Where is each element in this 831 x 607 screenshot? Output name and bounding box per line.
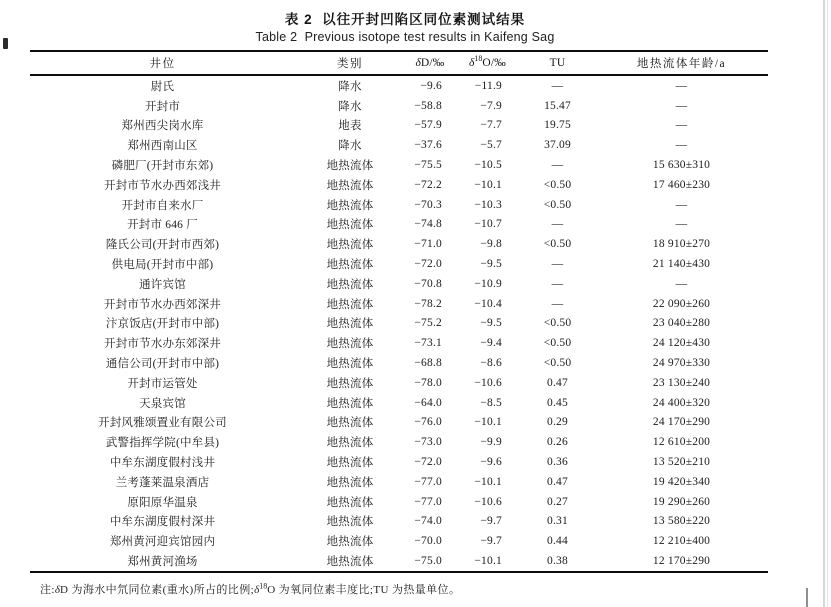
table-note — [40, 581, 460, 597]
delta-symbol: δ — [254, 584, 260, 596]
cell-delta-o18: −9.7 — [480, 515, 502, 528]
cell-category: 地热流体 — [326, 516, 374, 529]
table-row — [30, 215, 768, 235]
table-header-row — [30, 51, 768, 75]
cell-age: — — [675, 277, 688, 290]
cell-tu: — — [551, 277, 564, 290]
cell-tu: 15.47 — [544, 99, 571, 112]
isotope-results-table — [30, 50, 768, 573]
cell-well: 通许宾馆 — [139, 278, 186, 291]
cell-delta-o18: −10.6 — [474, 376, 502, 389]
cell-well: 开封市自来水厂 — [121, 199, 204, 212]
superscript-18: 18 — [474, 54, 483, 64]
table-row — [30, 254, 768, 274]
cell-tu: 0.27 — [547, 495, 568, 508]
cell-well: 兰考蓬莱温泉酒店 — [115, 476, 210, 489]
cell-category: 地热流体 — [326, 239, 374, 252]
cell-delta-d: −72.0 — [414, 456, 442, 469]
table-row — [30, 413, 768, 433]
cell-tu: 19.75 — [544, 119, 571, 132]
table-row — [30, 135, 768, 155]
cell-category: 地热流体 — [326, 179, 374, 192]
cell-delta-o18: −7.7 — [480, 119, 502, 132]
header-cell-delta-d — [405, 51, 455, 75]
scan-corner-line-artifact — [806, 588, 808, 607]
cell-delta-o18: −10.9 — [474, 277, 502, 290]
table-row — [30, 551, 768, 572]
cell-delta-d: −75.5 — [414, 159, 442, 172]
cell-tu: 0.36 — [547, 456, 568, 469]
cell-category: 地热流体 — [326, 160, 374, 173]
cell-age: 18 910±270 — [652, 238, 711, 251]
cell-delta-d: −71.0 — [414, 238, 442, 251]
cell-tu: 0.44 — [547, 535, 568, 548]
cell-delta-d: −70.0 — [414, 535, 442, 548]
cell-category: 地热流体 — [326, 377, 374, 390]
cell-category: 地表 — [338, 120, 362, 133]
cell-age: 24 170±290 — [652, 416, 711, 429]
table-row — [30, 155, 768, 175]
cell-category: 地热流体 — [326, 417, 374, 430]
cell-category: 地热流体 — [326, 318, 374, 331]
cell-well: 隆氏公司(开封市西郊) — [105, 239, 220, 252]
cell-well: 通信公司(开封市中部) — [105, 358, 220, 371]
cell-age: 12 210±400 — [652, 535, 711, 548]
table-row — [30, 75, 768, 96]
cell-delta-d: −78.2 — [414, 297, 442, 310]
scan-edge-line-artifact — [823, 0, 825, 607]
cell-tu: — — [551, 258, 564, 271]
cell-age: 19 290±260 — [652, 495, 711, 508]
cell-well: 磷肥厂(开封市东郊) — [111, 160, 214, 173]
table-row — [30, 116, 768, 136]
cell-tu: 0.47 — [547, 475, 568, 488]
cell-tu: — — [551, 79, 564, 92]
delta-symbol: δ — [469, 57, 475, 69]
cell-tu: <0.50 — [543, 238, 572, 251]
cell-delta-o18: −11.9 — [474, 79, 502, 92]
cell-tu: <0.50 — [543, 337, 572, 350]
cell-age: 12 610±200 — [652, 436, 711, 449]
cell-delta-d: −9.6 — [420, 79, 442, 92]
cell-category: 地热流体 — [326, 457, 374, 470]
note-text-2: O 为氧同位素丰度比;TU 为热量单位。 — [267, 584, 461, 596]
cell-age: — — [675, 119, 688, 132]
cell-age: — — [675, 139, 688, 152]
scan-speck-artifact — [3, 38, 8, 49]
cell-tu: — — [551, 159, 564, 172]
cell-category: 降水 — [338, 100, 362, 113]
cell-delta-o18: −10.4 — [474, 297, 502, 310]
cell-well: 开封风雅颂置业有限公司 — [98, 417, 227, 430]
cell-delta-o18: −10.1 — [474, 475, 502, 488]
cell-delta-o18: −9.9 — [480, 436, 502, 449]
cell-well: 开封市节水办西郊浅井 — [104, 179, 221, 192]
cell-delta-d: −78.0 — [414, 376, 442, 389]
cell-delta-d: −57.9 — [414, 119, 442, 132]
cell-delta-d: −73.1 — [414, 337, 442, 350]
table-row — [30, 353, 768, 373]
cell-well: 郑州黄河迎宾馆园内 — [109, 536, 216, 549]
header-cell-delta-o18 — [455, 51, 520, 75]
cell-well: 郑州西南山区 — [127, 140, 198, 153]
cell-delta-o18: −10.1 — [474, 416, 502, 429]
cell-category: 地热流体 — [326, 298, 374, 311]
cell-age: 19 420±340 — [652, 475, 711, 488]
cell-delta-o18: −9.8 — [480, 238, 502, 251]
cell-delta-o18: −9.7 — [480, 535, 502, 548]
cell-delta-o18: −10.1 — [474, 555, 502, 568]
cell-age: 22 090±260 — [652, 297, 711, 310]
cell-age: 13 520±210 — [652, 456, 711, 469]
cell-tu: <0.50 — [543, 178, 572, 191]
cell-delta-o18: −8.5 — [480, 396, 502, 409]
cell-category: 地热流体 — [326, 338, 374, 351]
table-row — [30, 512, 768, 532]
cell-delta-d: −72.0 — [414, 258, 442, 271]
cell-age: 23 130±240 — [652, 376, 711, 389]
cell-well: 中牟东湖度假村浅井 — [109, 457, 216, 470]
header-cell-well: 井位 — [30, 51, 295, 75]
cell-category: 降水 — [338, 80, 362, 93]
cell-tu: <0.50 — [543, 357, 572, 370]
table-title-en: Table 2 Previous isotope test results in Kaifeng Sag — [255, 30, 555, 44]
cell-delta-d: −37.6 — [414, 139, 442, 152]
cell-well: 供电局(开封市中部) — [111, 259, 214, 272]
cell-well: 汴京饭店(开封市中部) — [105, 318, 220, 331]
scan-edge-line-artifact-2 — [827, 0, 828, 607]
header-cell-age: 地热流体年龄/a — [595, 51, 768, 75]
cell-delta-d: −70.8 — [414, 277, 442, 290]
cell-delta-o18: −9.4 — [480, 337, 502, 350]
table-row — [30, 195, 768, 215]
cell-tu: 0.38 — [547, 555, 568, 568]
cell-category: 地热流体 — [326, 536, 374, 549]
cell-age: — — [675, 99, 688, 112]
header-cell-category: 类别 — [295, 51, 405, 75]
cell-delta-o18: −10.7 — [474, 218, 502, 231]
cell-delta-d: −77.0 — [414, 475, 442, 488]
cell-delta-o18: −10.5 — [474, 159, 502, 172]
cell-well: 开封市 — [144, 100, 181, 113]
table-row — [30, 492, 768, 512]
cell-well: 中牟东湖度假村深井 — [109, 516, 216, 529]
cell-delta-o18: −7.9 — [480, 99, 502, 112]
cell-tu: 0.29 — [547, 416, 568, 429]
table-row — [30, 452, 768, 472]
cell-category: 地热流体 — [326, 199, 374, 212]
table-row — [30, 294, 768, 314]
cell-delta-d: −76.0 — [414, 416, 442, 429]
cell-delta-d: −77.0 — [414, 495, 442, 508]
cell-age: 24 970±330 — [652, 357, 711, 370]
delta-d-unit: D/‰ — [420, 57, 445, 69]
delta-o-unit: O/‰ — [482, 57, 506, 69]
cell-tu: 0.47 — [547, 376, 568, 389]
cell-well: 开封市运管处 — [127, 377, 198, 390]
table-row — [30, 432, 768, 452]
table-row — [30, 175, 768, 195]
table-row — [30, 472, 768, 492]
cell-category: 降水 — [338, 140, 362, 153]
cell-category: 地热流体 — [326, 219, 374, 232]
cell-delta-d: −74.0 — [414, 515, 442, 528]
cell-well: 开封市 646 厂 — [127, 219, 198, 232]
cell-delta-o18: −9.6 — [480, 456, 502, 469]
cell-delta-d: −68.8 — [414, 357, 442, 370]
cell-delta-o18: −9.5 — [480, 258, 502, 271]
header-cell-tu: TU — [520, 51, 595, 75]
cell-age: — — [675, 79, 688, 92]
cell-category: 地热流体 — [326, 397, 374, 410]
table-row — [30, 373, 768, 393]
cell-well: 郑州西尖岗水库 — [121, 120, 204, 133]
cell-well: 原阳原华温泉 — [127, 496, 198, 509]
cell-category: 地热流体 — [326, 358, 374, 371]
table-row — [30, 333, 768, 353]
table-row — [30, 393, 768, 413]
cell-delta-o18: −10.1 — [474, 178, 502, 191]
cell-category: 地热流体 — [326, 476, 374, 489]
table-body — [30, 75, 768, 572]
cell-delta-o18: −10.6 — [474, 495, 502, 508]
cell-age: — — [675, 218, 688, 231]
cell-well: 开封市节水办东郊深井 — [104, 338, 221, 351]
cell-tu: — — [551, 218, 564, 231]
cell-delta-o18: −10.3 — [474, 198, 502, 211]
table-row — [30, 96, 768, 116]
cell-well: 武警指挥学院(中牟县) — [105, 437, 220, 450]
cell-age: — — [675, 198, 688, 211]
cell-well: 开封市节水办西郊深井 — [104, 298, 221, 311]
cell-age: 12 170±290 — [652, 555, 711, 568]
cell-tu: <0.50 — [543, 198, 572, 211]
cell-tu: 0.45 — [547, 396, 568, 409]
table-row — [30, 274, 768, 294]
delta-symbol: δ — [54, 584, 60, 596]
cell-delta-d: −74.8 — [414, 218, 442, 231]
cell-category: 地热流体 — [326, 496, 374, 509]
cell-delta-d: −64.0 — [414, 396, 442, 409]
note-text-1: D 为海水中氘同位素(重水)所占的比例; — [59, 584, 255, 596]
table-row — [30, 314, 768, 334]
cell-age: 17 460±230 — [652, 178, 711, 191]
cell-well: 尉氏 — [150, 80, 175, 93]
cell-tu: 37.09 — [544, 139, 571, 152]
cell-delta-d: −75.2 — [414, 317, 442, 330]
cell-tu: — — [551, 297, 564, 310]
cell-delta-o18: −9.5 — [480, 317, 502, 330]
cell-delta-d: −73.0 — [414, 436, 442, 449]
cell-age: 21 140±430 — [652, 258, 711, 271]
cell-category: 地热流体 — [326, 259, 374, 272]
table-title-zh: 表 2 以往开封凹陷区同位素测试结果 — [284, 12, 526, 27]
delta-symbol: δ — [415, 57, 421, 69]
cell-delta-d: −70.3 — [414, 198, 442, 211]
cell-delta-o18: −5.7 — [480, 139, 502, 152]
cell-delta-d: −72.2 — [414, 178, 442, 191]
cell-category: 地热流体 — [326, 437, 374, 450]
table-row — [30, 531, 768, 551]
cell-tu: 0.31 — [547, 515, 568, 528]
cell-age: 24 120±430 — [652, 337, 711, 350]
table-row — [30, 234, 768, 254]
cell-category: 地热流体 — [326, 556, 374, 569]
cell-tu: 0.26 — [547, 436, 568, 449]
cell-age: 24 400±320 — [652, 396, 711, 409]
cell-age: 13 580±220 — [652, 515, 711, 528]
cell-well: 郑州黄河渔场 — [127, 556, 198, 569]
cell-age: 23 040±280 — [652, 317, 711, 330]
superscript-18: 18 — [259, 581, 268, 591]
cell-category: 地热流体 — [326, 278, 374, 291]
cell-well: 天泉宾馆 — [139, 397, 186, 410]
note-prefix: 注: — [40, 584, 55, 596]
cell-delta-d: −58.8 — [414, 99, 442, 112]
cell-age: 15 630±310 — [652, 159, 711, 172]
cell-tu: <0.50 — [543, 317, 572, 330]
cell-delta-d: −75.0 — [414, 555, 442, 568]
cell-delta-o18: −8.6 — [480, 357, 502, 370]
